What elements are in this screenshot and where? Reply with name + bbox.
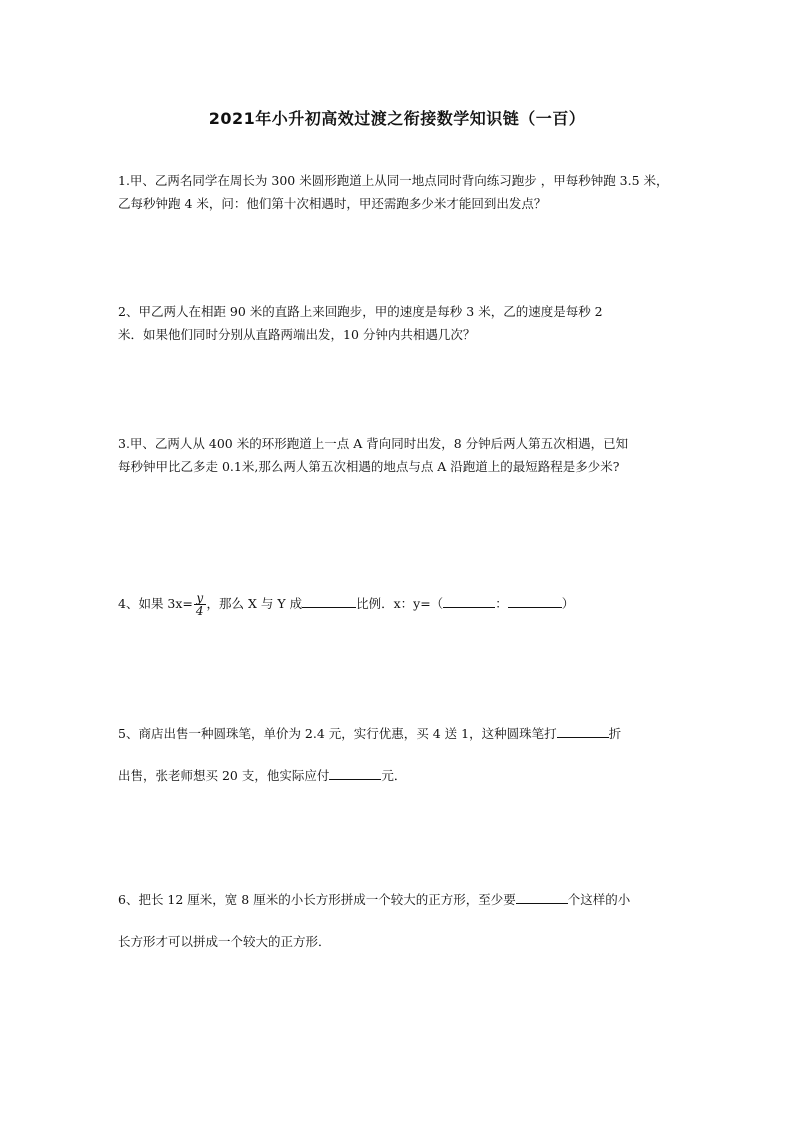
question-2-line-2: 米．如果他们同时分别从直路两端出发，10 分钟内共相遇几次？ <box>118 327 476 342</box>
question-5-text-d: 元． <box>381 768 407 783</box>
question-5 <box>118 722 678 787</box>
question-6-line-1 <box>118 888 678 911</box>
question-4 <box>118 592 678 617</box>
question-4-colon: ： <box>495 596 508 611</box>
question-1-line-1: 1.甲、乙两名同学在周长为 300 米圆形跑道上从同一地点同时背向练习跑步 ，甲每秒钟跑 3.5 米， <box>118 173 669 188</box>
question-1 <box>118 169 678 215</box>
question-3-line-2: 每秒钟甲比乙多走 0.1米,那么两人第五次相遇的地点与点 A 沿跑道上的最短路程是多少米? <box>118 459 620 474</box>
answer-blank-count[interactable] <box>516 890 568 904</box>
question-5-line-2 <box>118 764 678 787</box>
question-3-line-1: 3.甲、乙两人从 400 米的环形跑道上一点 A 背向同时出发，8 分钟后两人第五次相遇，已知 <box>118 436 629 451</box>
fraction-y-over-4 <box>194 592 206 617</box>
answer-blank-discount[interactable] <box>557 724 609 738</box>
question-4-mid: ，那么 X 与 Y 成 <box>206 596 303 611</box>
page-title: 2021年小升初高效过渡之衔接数学知识链（一百） <box>208 109 586 128</box>
question-3 <box>118 432 678 478</box>
question-2-line-1: 2、甲乙两人在相距 90 米的直路上来回跑步，甲的速度是每秒 3 米，乙的速度是每秒 2 <box>118 304 603 319</box>
answer-blank-ratio-x[interactable] <box>443 594 495 608</box>
question-5-text-c: 出售，张老师想买 20 支，他实际应付 <box>118 768 330 783</box>
question-2 <box>118 300 678 346</box>
answer-blank-payment[interactable] <box>329 766 381 780</box>
question-4-after-blank: 比例．x：y=（ <box>356 596 444 611</box>
question-6-line-2: 长方形才可以拼成一个较大的正方形． <box>118 934 331 949</box>
fraction-numerator: y <box>194 592 206 605</box>
question-5-text-a: 5、商店出售一种圆珠笔，单价为 2.4 元，实行优惠，买 4 送 1，这种圆珠笔打 <box>118 726 557 741</box>
question-4-line <box>118 592 678 617</box>
question-6 <box>118 888 678 953</box>
fraction-denominator: 4 <box>195 604 204 618</box>
answer-blank-proportion[interactable] <box>302 594 356 608</box>
question-1-line-2: 乙每秒钟跑 4 米，问：他们第十次相遇时，甲还需跑多少米才能回到出发点？ <box>118 196 547 211</box>
question-6-text-b: 个这样的小 <box>567 892 631 907</box>
answer-blank-ratio-y[interactable] <box>508 594 562 608</box>
question-5-line-1 <box>118 722 678 745</box>
question-6-text-a: 6、把长 12 厘米，宽 8 厘米的小长方形拼成一个较大的正方形，至少要 <box>118 892 516 907</box>
question-4-prefix: 4、如果 3x= <box>118 596 193 611</box>
question-4-close: ） <box>561 596 575 611</box>
question-5-text-b: 折 <box>608 726 622 741</box>
